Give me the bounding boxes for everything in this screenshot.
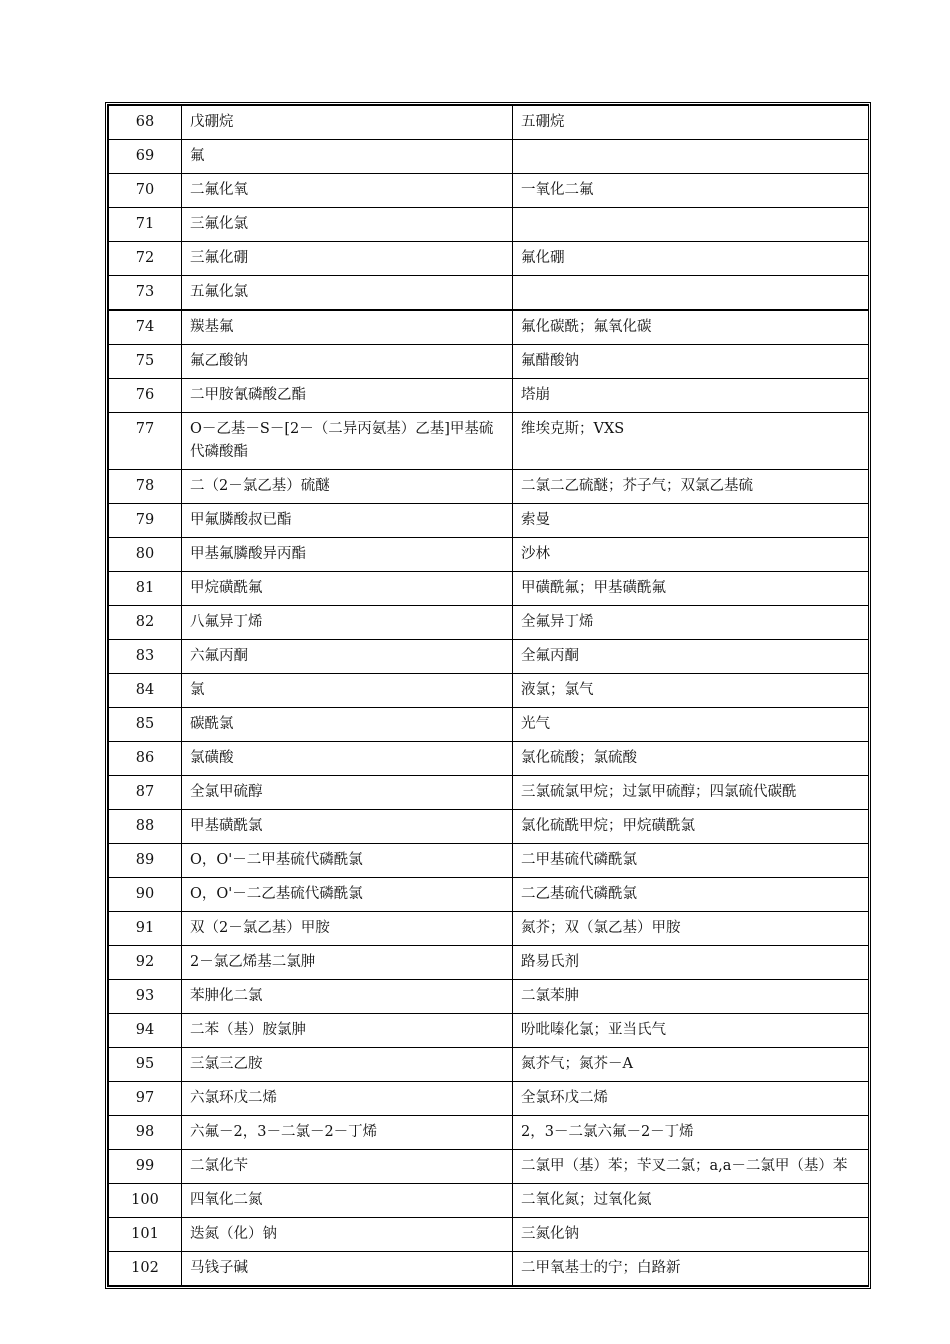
chemical-alias: 维埃克斯；VXS bbox=[513, 413, 869, 470]
chemical-name: 二（2－氯乙基）硫醚 bbox=[182, 470, 513, 504]
chemical-alias: 全氟丙酮 bbox=[513, 640, 869, 674]
row-number: 98 bbox=[109, 1116, 182, 1150]
row-number: 90 bbox=[109, 878, 182, 912]
chemical-name: 二氟化氧 bbox=[182, 174, 513, 208]
chemical-alias bbox=[513, 276, 869, 311]
chemical-alias: 2，3－二氯六氟－2－丁烯 bbox=[513, 1116, 869, 1150]
row-number: 69 bbox=[109, 140, 182, 174]
chemical-alias: 二氯二乙硫醚；芥子气；双氯乙基硫 bbox=[513, 470, 869, 504]
chemical-name: 二甲胺氰磷酸乙酯 bbox=[182, 379, 513, 413]
chemical-name: 氯 bbox=[182, 674, 513, 708]
chemical-alias: 塔崩 bbox=[513, 379, 869, 413]
row-number: 97 bbox=[109, 1082, 182, 1116]
row-number: 83 bbox=[109, 640, 182, 674]
chemical-name: 六氟丙酮 bbox=[182, 640, 513, 674]
chemical-name: 六氯环戊二烯 bbox=[182, 1082, 513, 1116]
chemical-alias: 二氧化氮；过氧化氮 bbox=[513, 1184, 869, 1218]
chemical-name: 氟乙酸钠 bbox=[182, 345, 513, 379]
chemical-name: 三氯三乙胺 bbox=[182, 1048, 513, 1082]
table-row bbox=[109, 1116, 869, 1150]
chemical-name: 羰基氟 bbox=[182, 310, 513, 345]
row-number: 77 bbox=[109, 413, 182, 470]
table-row bbox=[109, 1150, 869, 1184]
chemical-alias: 液氯；氯气 bbox=[513, 674, 869, 708]
row-number: 72 bbox=[109, 242, 182, 276]
row-number: 101 bbox=[109, 1218, 182, 1252]
chemical-name: 二苯（基）胺氯胂 bbox=[182, 1014, 513, 1048]
chemical-name: 三氟化氯 bbox=[182, 208, 513, 242]
row-number: 99 bbox=[109, 1150, 182, 1184]
table-row bbox=[109, 242, 869, 276]
chemical-alias: 光气 bbox=[513, 708, 869, 742]
chemical-alias: 氮芥；双（氯乙基）甲胺 bbox=[513, 912, 869, 946]
row-number: 85 bbox=[109, 708, 182, 742]
row-number: 93 bbox=[109, 980, 182, 1014]
chemical-name: 马钱子碱 bbox=[182, 1252, 513, 1286]
row-number: 73 bbox=[109, 276, 182, 311]
table-row bbox=[109, 1252, 869, 1286]
table-row bbox=[109, 276, 869, 311]
chemical-name: 戊硼烷 bbox=[182, 106, 513, 140]
table-row bbox=[109, 470, 869, 504]
row-number: 82 bbox=[109, 606, 182, 640]
row-number: 88 bbox=[109, 810, 182, 844]
chemical-name: O，O'－二甲基硫代磷酰氯 bbox=[182, 844, 513, 878]
table-row bbox=[109, 878, 869, 912]
table-row bbox=[109, 208, 869, 242]
table-row bbox=[109, 674, 869, 708]
table-row bbox=[109, 345, 869, 379]
chemical-alias: 全氯环戊二烯 bbox=[513, 1082, 869, 1116]
row-number: 81 bbox=[109, 572, 182, 606]
chemical-name: 2－氯乙烯基二氯胂 bbox=[182, 946, 513, 980]
row-number: 68 bbox=[109, 106, 182, 140]
row-number: 70 bbox=[109, 174, 182, 208]
chemical-alias: 二氯苯胂 bbox=[513, 980, 869, 1014]
chemical-name: 六氟－2，3－二氯－2－丁烯 bbox=[182, 1116, 513, 1150]
chemical-alias: 氟化碳酰；氟氧化碳 bbox=[513, 310, 869, 345]
table-row bbox=[109, 606, 869, 640]
chemical-table bbox=[105, 102, 871, 1289]
table-row bbox=[109, 1218, 869, 1252]
chemical-alias: 三氯硫氯甲烷；过氯甲硫醇；四氯硫代碳酰 bbox=[513, 776, 869, 810]
table-row bbox=[109, 776, 869, 810]
chemical-name: 双（2－氯乙基）甲胺 bbox=[182, 912, 513, 946]
chemical-alias: 吩吡嗪化氯；亚当氏气 bbox=[513, 1014, 869, 1048]
chemical-name: 四氧化二氮 bbox=[182, 1184, 513, 1218]
chemical-name: 甲氟膦酸叔已酯 bbox=[182, 504, 513, 538]
chemical-alias: 路易氏剂 bbox=[513, 946, 869, 980]
row-number: 100 bbox=[109, 1184, 182, 1218]
row-number: 95 bbox=[109, 1048, 182, 1082]
chemical-name: 甲烷磺酰氟 bbox=[182, 572, 513, 606]
chemical-alias: 全氟异丁烯 bbox=[513, 606, 869, 640]
chemical-name: 氟 bbox=[182, 140, 513, 174]
chemical-alias: 一氧化二氟 bbox=[513, 174, 869, 208]
table-row bbox=[109, 310, 869, 345]
table-row bbox=[109, 1014, 869, 1048]
table-row bbox=[109, 106, 869, 140]
table-row bbox=[109, 912, 869, 946]
table-row bbox=[109, 1082, 869, 1116]
table-row bbox=[109, 413, 869, 470]
chemical-alias: 甲磺酰氟；甲基磺酰氟 bbox=[513, 572, 869, 606]
chemical-alias: 氟化硼 bbox=[513, 242, 869, 276]
chemical-alias: 二甲基硫代磷酰氯 bbox=[513, 844, 869, 878]
table-row bbox=[109, 140, 869, 174]
chemical-name: 氯磺酸 bbox=[182, 742, 513, 776]
chemical-name: O，O'－二乙基硫代磷酰氯 bbox=[182, 878, 513, 912]
row-number: 94 bbox=[109, 1014, 182, 1048]
chemical-name: 三氟化硼 bbox=[182, 242, 513, 276]
chemical-alias: 沙林 bbox=[513, 538, 869, 572]
row-number: 79 bbox=[109, 504, 182, 538]
row-number: 92 bbox=[109, 946, 182, 980]
chemical-alias: 三氮化钠 bbox=[513, 1218, 869, 1252]
chemical-name: 五氟化氯 bbox=[182, 276, 513, 311]
chemical-alias: 氯化硫酸；氯硫酸 bbox=[513, 742, 869, 776]
table-row bbox=[109, 946, 869, 980]
chemical-alias: 二氯甲（基）苯；苄叉二氯；a,a－二氯甲（基）苯 bbox=[513, 1150, 869, 1184]
table-row bbox=[109, 708, 869, 742]
chemical-name: O－乙基－S－[2－（二异丙氨基）乙基]甲基硫代磷酸酯 bbox=[182, 413, 513, 470]
table-row bbox=[109, 379, 869, 413]
row-number: 76 bbox=[109, 379, 182, 413]
chemical-name: 二氯化苄 bbox=[182, 1150, 513, 1184]
chemical-name: 迭氮（化）钠 bbox=[182, 1218, 513, 1252]
row-number: 71 bbox=[109, 208, 182, 242]
chemical-name: 苯胂化二氯 bbox=[182, 980, 513, 1014]
chemical-alias bbox=[513, 140, 869, 174]
row-number: 91 bbox=[109, 912, 182, 946]
chemical-alias: 氯化硫酰甲烷；甲烷磺酰氯 bbox=[513, 810, 869, 844]
table-row bbox=[109, 538, 869, 572]
row-number: 102 bbox=[109, 1252, 182, 1286]
chemical-alias: 二乙基硫代磷酰氯 bbox=[513, 878, 869, 912]
row-number: 74 bbox=[109, 310, 182, 345]
chemical-alias: 二甲氧基士的宁；白路新 bbox=[513, 1252, 869, 1286]
table-body bbox=[109, 106, 869, 1286]
chemical-alias: 五硼烷 bbox=[513, 106, 869, 140]
table-row bbox=[109, 810, 869, 844]
table-row bbox=[109, 844, 869, 878]
table-row bbox=[109, 174, 869, 208]
row-number: 87 bbox=[109, 776, 182, 810]
table-row bbox=[109, 980, 869, 1014]
row-number: 84 bbox=[109, 674, 182, 708]
table-row bbox=[109, 1184, 869, 1218]
table-row bbox=[109, 640, 869, 674]
chemical-name: 甲基磺酰氯 bbox=[182, 810, 513, 844]
row-number: 80 bbox=[109, 538, 182, 572]
table-row bbox=[109, 1048, 869, 1082]
chemical-alias: 氮芥气；氮芥－A bbox=[513, 1048, 869, 1082]
row-number: 86 bbox=[109, 742, 182, 776]
chemical-name: 碳酰氯 bbox=[182, 708, 513, 742]
table-row bbox=[109, 504, 869, 538]
chemical-name: 甲基氟膦酸异丙酯 bbox=[182, 538, 513, 572]
chemical-name: 全氯甲硫醇 bbox=[182, 776, 513, 810]
row-number: 78 bbox=[109, 470, 182, 504]
table-row bbox=[109, 572, 869, 606]
chemical-alias: 索曼 bbox=[513, 504, 869, 538]
row-number: 75 bbox=[109, 345, 182, 379]
chemical-name: 八氟异丁烯 bbox=[182, 606, 513, 640]
row-number: 89 bbox=[109, 844, 182, 878]
table-row bbox=[109, 742, 869, 776]
chemical-alias: 氟醋酸钠 bbox=[513, 345, 869, 379]
chemical-alias bbox=[513, 208, 869, 242]
